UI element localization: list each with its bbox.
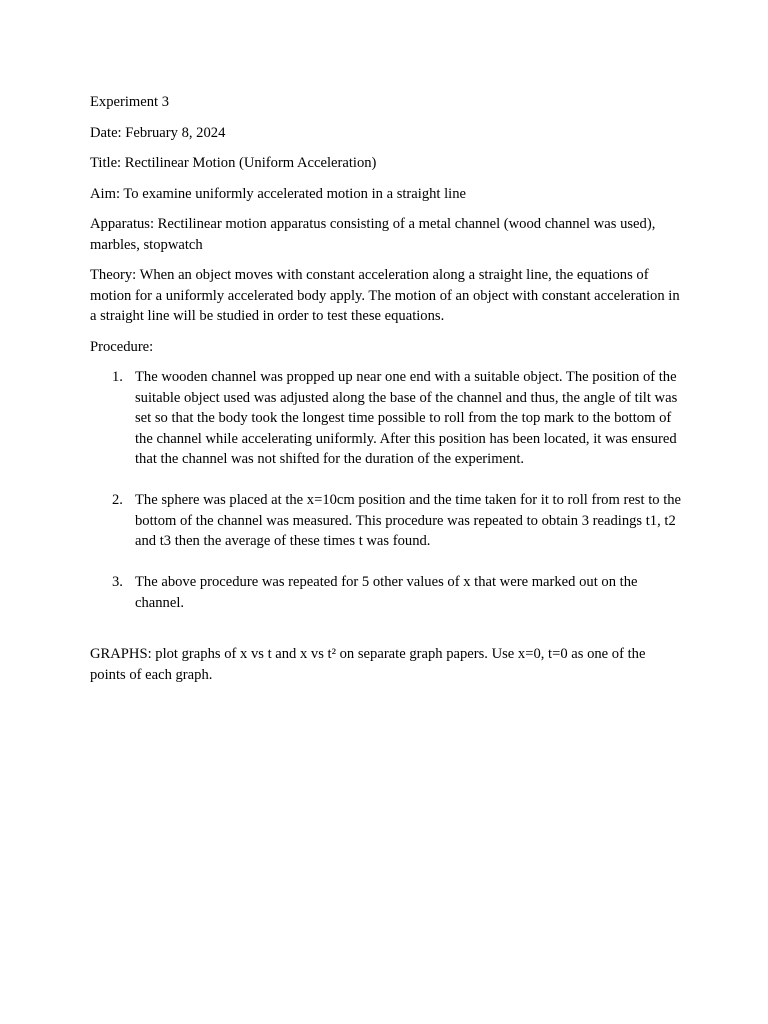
step-number: 3. [112,574,123,590]
date-line: Date: February 8, 2024 [90,124,226,141]
procedure-step-3 [90,572,682,613]
experiment-label: Experiment 3 [90,94,170,110]
step-text: The sphere was placed at the x=10cm position and the time taken for it to roll from rest to the bottom of the channel was measured. This procedure was repeated to obtain 3 readings t1, t2 and t3 then the average of these times t was found. [135,492,682,549]
step-number: 2. [112,492,123,508]
graphs-paragraph: GRAPHS: plot graphs of x vs t and x vs t² on separate graph papers. Use x=0, t=0 as one of the points of each graph. [90,646,646,683]
document-body [90,92,682,695]
procedure-list [90,367,682,613]
aim-line: Aim: To examine uniformly accelerated motion in a straight line [90,185,467,202]
procedure-heading: Procedure: [90,338,154,355]
step-text: The wooden channel was propped up near one end with a suitable object. The position of the suitable object used was adjusted along the base of the channel and thus, the angle of tilt was set so that the body took the longest time possible to roll from the top mark to the bottom of the channel while accelerating uniformly. After this position has been located, it was ensured that the channel was not shifted for the duration of the experiment. [135,369,678,467]
theory-paragraph: Theory: When an object moves with constant acceleration along a straight line, the equations of motion for a uniformly accelerated body apply. The motion of an object with constant acceleration in a straight line will be studied in order to test these equations. [90,267,680,324]
procedure-step-1 [90,367,682,470]
apparatus-paragraph: Apparatus: Rectilinear motion apparatus consisting of a metal channel (wood channel was used), marbles, stopwatch [90,216,656,253]
step-number: 1. [112,369,123,385]
step-text: The above procedure was repeated for 5 other values of x that were marked out on the channel. [135,574,638,611]
title-line: Title: Rectilinear Motion (Uniform Acceleration) [90,155,377,171]
procedure-step-2 [90,490,682,552]
